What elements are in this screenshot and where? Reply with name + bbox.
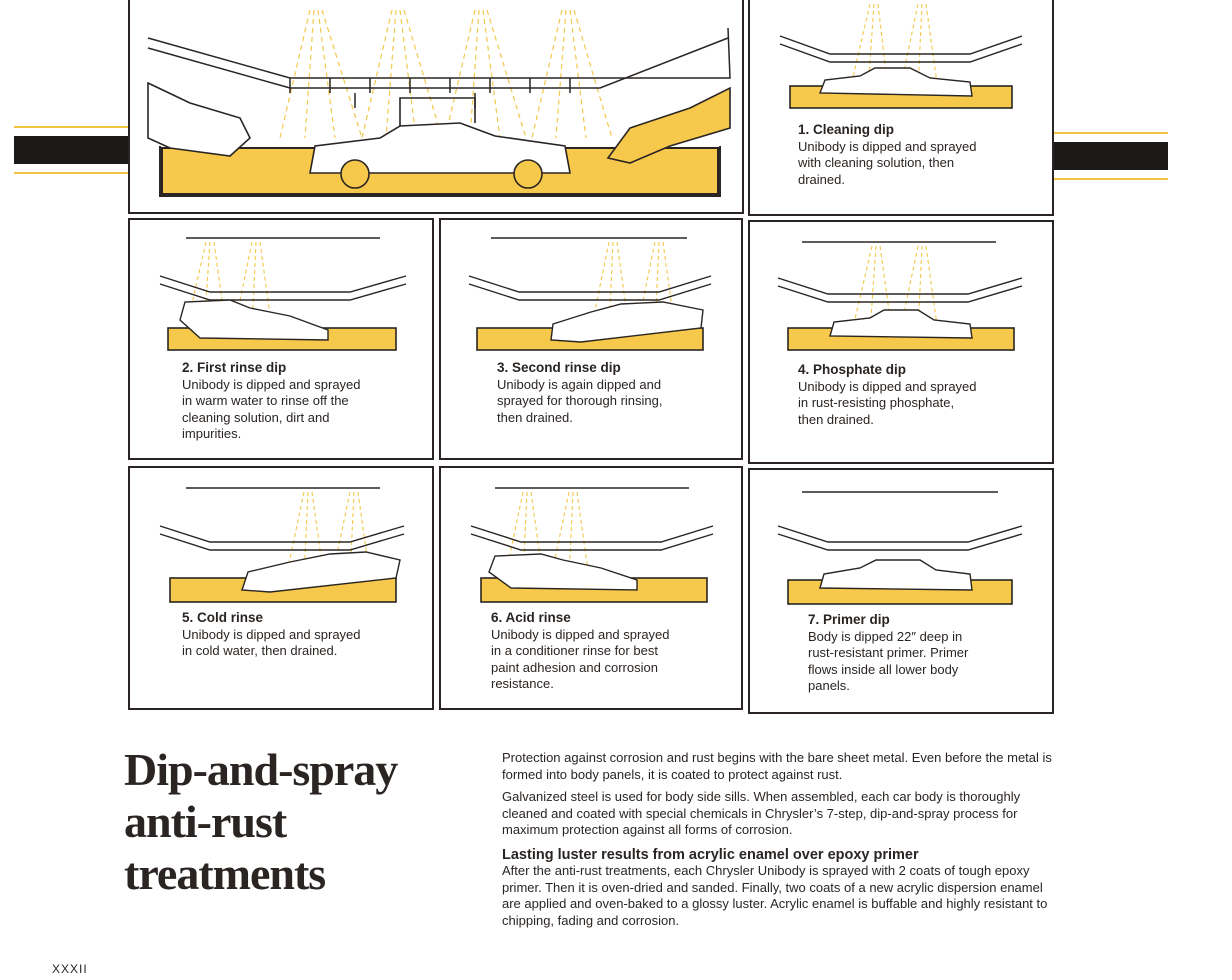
step-description: Body is dipped 22″ deep in rust-resistant primer. Primer flows inside all lower body panels. — [808, 628, 969, 693]
step-title: 2. First rinse dip — [182, 360, 287, 375]
step-description: Unibody is dipped and sprayed in rust-resisting phosphate, then drained. — [798, 378, 977, 427]
step-panel-6 — [439, 466, 743, 710]
step-description: Unibody is dipped and sprayed in a conditioner rinse for best paint adhesion and corrosion resistance. — [491, 626, 670, 691]
heading-line: anti-rust — [124, 796, 287, 847]
step-panel-7 — [748, 468, 1054, 714]
step-panel-3 — [439, 218, 743, 460]
paragraph: After the anti-rust treatments, each Chrysler Unibody is sprayed with 2 coats of tough epoxy primer. Then it is oven-dried and sanded. Finally, two coats of a new acrylic dispersion enamel are applied and oven-baked to a glossy luster. Acrylic enamel is buffable and highly resistant to chipping, fading and corrosion. — [502, 863, 1048, 928]
right-decorative-bar — [1054, 132, 1168, 182]
body-text — [502, 750, 1054, 935]
step-panel-5 — [128, 466, 434, 710]
step-7-illustration — [750, 470, 1054, 610]
heading-line: Dip-and-spray — [124, 744, 398, 795]
step-panel-4 — [748, 220, 1054, 464]
step-description: Unibody is again dipped and sprayed for thorough rinsing, then drained. — [497, 376, 663, 425]
step-description: Unibody is dipped and sprayed in cold water, then drained. — [182, 626, 361, 658]
step-5-illustration — [130, 468, 434, 608]
paragraph: Protection against corrosion and rust begins with the bare sheet metal. Even before the metal is formed into body panels, it is coated to protect against rust. — [502, 750, 1052, 782]
step-title: 1. Cleaning dip — [798, 122, 895, 137]
left-decorative-bar — [14, 126, 130, 176]
step-2-illustration — [130, 220, 434, 355]
overview-panel — [128, 0, 744, 214]
step-panel-1 — [748, 0, 1054, 216]
step-title: 4. Phosphate dip — [798, 362, 907, 377]
heading-line: treatments — [124, 848, 326, 899]
step-title: 7. Primer dip — [808, 612, 890, 627]
step-4-illustration — [750, 222, 1054, 357]
page-heading — [124, 744, 484, 900]
step-1-illustration — [750, 0, 1054, 116]
subheading: Lasting luster results from acrylic enamel over epoxy primer — [502, 846, 919, 863]
paragraph: Galvanized steel is used for body side sills. When assembled, each car body is thoroughly cleaned and coated with special chemicals in Chrysler’s 7-step, dip-and-spray process for maximum protection against all forms of corrosion. — [502, 789, 1021, 837]
step-title: 6. Acid rinse — [491, 610, 571, 625]
step-6-illustration — [441, 468, 743, 608]
step-title: 3. Second rinse dip — [497, 360, 621, 375]
step-description: Unibody is dipped and sprayed with cleaning solution, then drained. — [798, 138, 977, 187]
step-description: Unibody is dipped and sprayed in warm water to rinse off the cleaning solution, dirt and impurities. — [182, 376, 361, 441]
dip-line-overview-illustration — [130, 0, 744, 214]
page-number: XXXII — [52, 962, 88, 976]
step-3-illustration — [441, 220, 743, 355]
step-panel-2 — [128, 218, 434, 460]
step-title: 5. Cold rinse — [182, 610, 264, 625]
